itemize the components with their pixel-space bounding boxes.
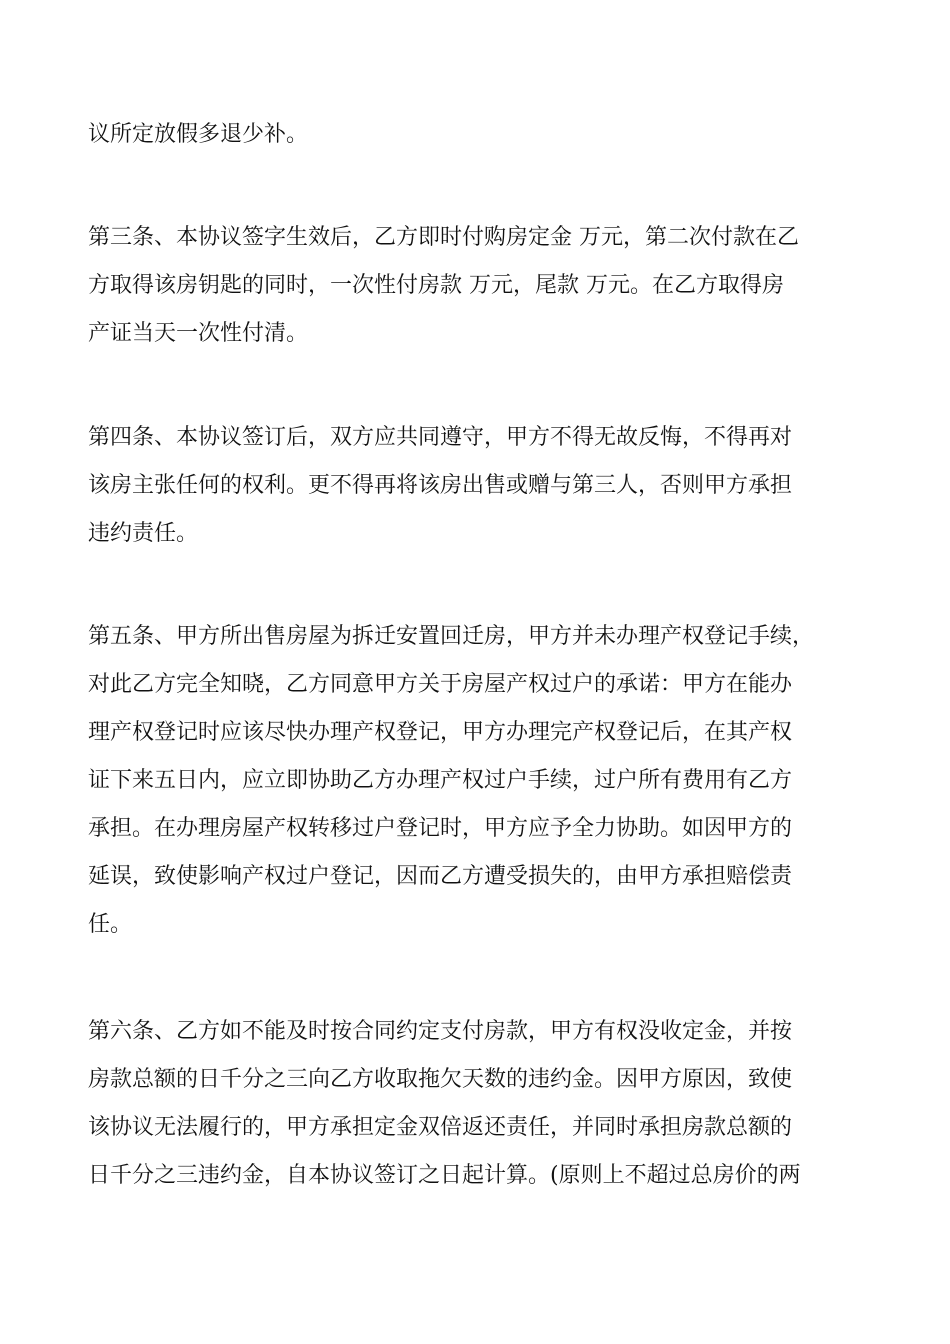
paragraph-1-line-1: 议所定放假多退少补。	[88, 122, 309, 147]
paragraph-4-line-5: 承担。在办理房屋产权转移过户登记时，甲方应予全力协助。如因甲方的	[88, 816, 793, 841]
paragraph-3-line-3: 违约责任。	[88, 521, 199, 546]
paragraph-4-line-4: 证下来五日内，应立即协助乙方办理产权过户手续，过户所有费用有乙方	[88, 768, 793, 793]
paragraph-2-line-3: 产证当天一次性付清。	[88, 321, 309, 346]
paragraph-4-line-1: 第五条、甲方所出售房屋为拆迁安置回迁房，甲方并未办理产权登记手续，	[88, 624, 815, 649]
paragraph-4-line-2: 对此乙方完全知晓，乙方同意甲方关于房屋产权过户的承诺：甲方在能办	[88, 672, 793, 697]
paragraph-4-line-6: 延误，致使影响产权过户登记，因而乙方遭受损失的，由甲方承担赔偿责	[88, 864, 793, 889]
paragraph-5-line-4: 日千分之三违约金，自本协议签订之日起计算。(原则上不超过总房价的两	[88, 1163, 801, 1188]
paragraph-4-line-3: 理产权登记时应该尽快办理产权登记，甲方办理完产权登记后，在其产权	[88, 720, 793, 745]
paragraph-5-line-2: 房款总额的日千分之三向乙方收取拖欠天数的违约金。因甲方原因，致使	[88, 1067, 793, 1092]
paragraph-3-line-1: 第四条、本协议签订后，双方应共同遵守，甲方不得无故反悔，不得再对	[88, 425, 793, 450]
paragraph-5-line-3: 该协议无法履行的，甲方承担定金双倍返还责任，并同时承担房款总额的	[88, 1115, 793, 1140]
paragraph-3-line-2: 该房主张任何的权利。更不得再将该房出售或赠与第三人，否则甲方承担	[88, 473, 793, 498]
paragraph-2-line-2: 方取得该房钥匙的同时，一次性付房款 万元，尾款 万元。在乙方取得房	[88, 273, 784, 298]
paragraph-5-line-1: 第六条、乙方如不能及时按合同约定支付房款，甲方有权没收定金，并按	[88, 1019, 793, 1044]
paragraph-2-line-1: 第三条、本协议签字生效后，乙方即时付购房定金 万元，第二次付款在乙	[88, 225, 799, 250]
paragraph-4-line-7: 任。	[88, 912, 133, 937]
